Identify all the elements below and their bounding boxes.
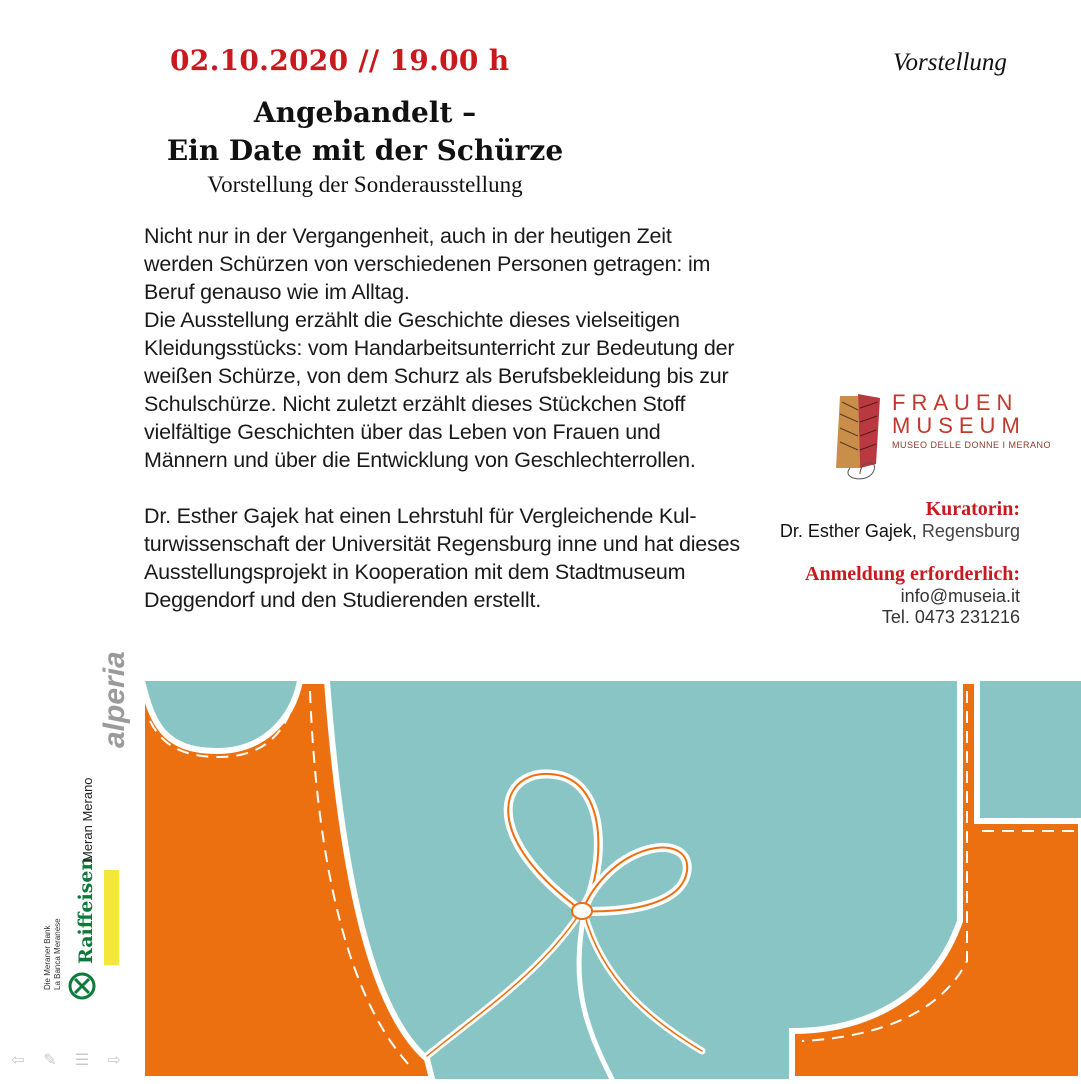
raiffeisen-emblem-icon xyxy=(70,974,94,998)
raiffeisen-yellow-bar xyxy=(104,870,119,965)
event-subtitle: Vorstellung der Sonderausstellung xyxy=(207,172,523,197)
contact-block xyxy=(720,497,1020,628)
curator-name: Dr. Esther Gajek, xyxy=(779,521,917,541)
sponsor-logos xyxy=(40,640,130,1020)
title-block xyxy=(150,94,580,200)
menu-icon[interactable]: ☰ xyxy=(74,1052,90,1069)
pen-icon[interactable]: ✎ xyxy=(43,1052,57,1069)
alperia-text: alperia xyxy=(98,651,130,748)
contact-email[interactable]: info@museia.it xyxy=(900,586,1020,606)
slide-navigation xyxy=(6,1050,126,1070)
logo-text-subtitle: MUSEO DELLE DONNE I MERANO xyxy=(892,440,1052,450)
contact-phone: Tel. 0473 231216 xyxy=(881,607,1020,627)
corset-icon xyxy=(830,388,890,483)
body-paragraph-1: Nicht nur in der Vergangenheit, auch in der heutigen Zeit werden Schürzen von verschiedenen Personen getragen: im Beruf genauso wie im Alltag. xyxy=(144,224,711,304)
curator-line xyxy=(720,521,1020,542)
curator-city: Regensburg xyxy=(916,521,1020,541)
frauen-museum-logo xyxy=(830,388,1052,483)
event-title-line2: Ein Date mit der Schürze xyxy=(166,134,564,167)
alperia-logo xyxy=(90,640,130,760)
signup-label: Anmeldung erforderlich: xyxy=(805,563,1020,585)
body-paragraph-2: Die Ausstellung erzählt die Geschichte dieses vielseitigen Kleidungsstücks: vom Handarbeitsunterricht zur Bedeutung der weißen Schürze, von dem Schurz als Berufsbekleidung bis zur Schulschürze. Nicht zuletzt erzählt dieses Stückchen Stoff vielfältige Geschichten über das Leben von Frauen und Männern und über die Entwicklung von Geschlechterrollen. xyxy=(144,308,735,472)
logo-text-frauen: FRAUEN xyxy=(892,390,1019,415)
raiffeisen-small-line2: La Banca Meranese xyxy=(53,918,62,990)
raiffeisen-name: Raiffeisen xyxy=(75,856,97,964)
event-date-time: 02.10.2020 // 19.00 h xyxy=(170,44,510,77)
event-title-line1: Angebandelt – xyxy=(253,96,477,129)
raiffeisen-location: Meran Merano xyxy=(80,777,95,862)
logo-text-museum: MUSEUM xyxy=(892,413,1026,438)
raiffeisen-small-line1: Die Meraner Bank xyxy=(43,925,52,990)
body-paragraph-3: Dr. Esther Gajek hat einen Lehrstuhl für Vergleichende Kulturwissenschaft der Universität Regensburg inne und hat dieses Ausstellungsprojekt in Kooperation mit dem Stadtmuseum Deggendorf und den Studierenden erstellt. xyxy=(144,504,740,612)
curator-label: Kuratorin: xyxy=(925,498,1020,520)
raiffeisen-logo xyxy=(40,770,130,1010)
arrow-left-icon[interactable]: ⇦ xyxy=(11,1052,25,1069)
event-category: Vorstellung xyxy=(893,49,1007,76)
apron-illustration xyxy=(142,681,1081,1079)
body-text xyxy=(144,222,744,614)
arrow-right-icon[interactable]: ⇨ xyxy=(107,1052,121,1069)
